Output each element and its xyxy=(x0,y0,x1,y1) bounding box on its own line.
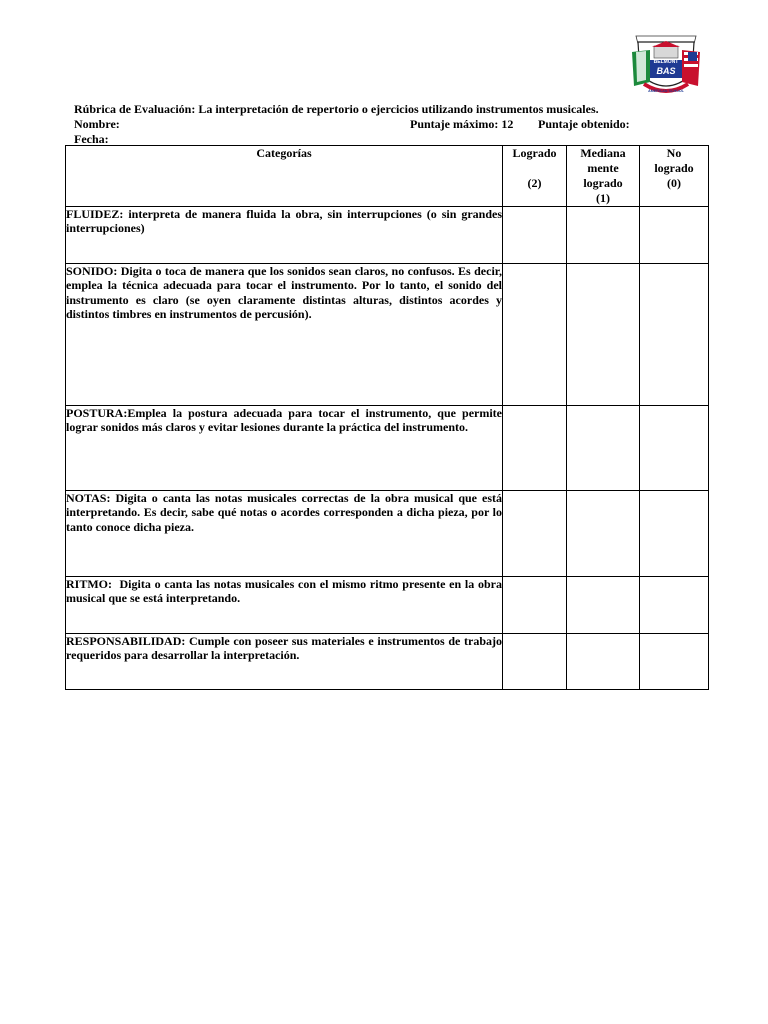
score-cell-logrado[interactable] xyxy=(503,491,567,577)
criterion-text: Emplea la postura adecuada para tocar el instrumento, que permite lograr sonidos más claros y evitar lesiones durante la práctica del instrumento. xyxy=(66,406,502,435)
name-score-line xyxy=(74,117,714,132)
score-cell-no-logrado[interactable] xyxy=(640,264,709,406)
criterion-text: interpreta de manera fluida la obra, sin interrupciones (o sin grandes interrupciones) xyxy=(66,207,502,236)
criterion-name: SONIDO: xyxy=(66,264,118,278)
puntaje-obtenido: Puntaje obtenido: xyxy=(538,117,630,131)
table-row xyxy=(66,207,709,264)
criterion-name: RITMO: xyxy=(66,577,112,591)
title-line xyxy=(74,102,714,117)
logo-top-text: BELMONT xyxy=(653,59,679,65)
score-cell-mediana[interactable] xyxy=(567,207,640,264)
table-row xyxy=(66,406,709,491)
criterion-text: Cumple con poseer sus materiales e instrumentos de trabajo requeridos para desarrollar la interpretación. xyxy=(66,634,502,663)
mediana-header: Mediana mente logrado (1) xyxy=(567,146,640,207)
school-logo xyxy=(628,30,704,100)
criterion-responsabilidad xyxy=(66,634,503,690)
table-row xyxy=(66,634,709,690)
score-cell-logrado[interactable] xyxy=(503,577,567,634)
categorias-header: Categorías xyxy=(66,146,503,207)
score-cell-logrado[interactable] xyxy=(503,207,567,264)
table-row xyxy=(66,264,709,406)
criterion-text: Digita o toca de manera que los sonidos sean claros, no confusos. Es decir, emplea la técnica adecuada para tocar el instrumento. Por lo tanto, el sonido del instrumento es claro (se oyen claramente distintas alturas, distintos acordes y distintos timbres en instrumentos de percusión). xyxy=(66,264,502,321)
criterion-ritmo xyxy=(66,577,503,634)
criterion-fluidez xyxy=(66,207,503,264)
document-header xyxy=(74,102,714,147)
score-cell-no-logrado[interactable] xyxy=(640,634,709,690)
criterion-name: POSTURA: xyxy=(66,406,128,420)
score-cell-logrado[interactable] xyxy=(503,264,567,406)
table-row xyxy=(66,577,709,634)
no-logrado-header: No logrado (0) xyxy=(640,146,709,207)
score-cell-no-logrado[interactable] xyxy=(640,207,709,264)
header-row xyxy=(66,146,709,207)
score-cell-logrado[interactable] xyxy=(503,634,567,690)
score-cell-mediana[interactable] xyxy=(567,491,640,577)
puntaje-maximo: Puntaje máximo: 12 xyxy=(410,117,514,131)
criterion-text: Digita o canta las notas musicales con el mismo ritmo presente en la obra musical que se está interpretando. xyxy=(66,577,502,606)
score-cell-no-logrado[interactable] xyxy=(640,491,709,577)
criterion-name: FLUIDEZ: xyxy=(66,207,124,221)
criterion-postura xyxy=(66,406,503,491)
score-cell-mediana[interactable] xyxy=(567,406,640,491)
score-cell-no-logrado[interactable] xyxy=(640,406,709,491)
rubric-title: Rúbrica de Evaluación: La interpretación de repertorio o ejercicios utilizando instrumentos musicales. xyxy=(74,102,599,116)
logrado-header xyxy=(503,146,567,207)
criterion-name: RESPONSABILIDAD: xyxy=(66,634,186,648)
score-cell-mediana[interactable] xyxy=(567,634,640,690)
criterion-text: Digita o canta las notas musicales correctas de la obra musical que está interpretando. Es decir, sabe qué notas o acordes corresponden a dicha pieza, por lo tanto conoce dicha pieza. xyxy=(66,491,502,534)
logrado-label: Logrado xyxy=(512,146,557,160)
score-cell-mediana[interactable] xyxy=(567,577,640,634)
criterion-name: NOTAS: xyxy=(66,491,111,505)
table-row xyxy=(66,491,709,577)
logrado-score: (2) xyxy=(527,176,542,190)
school-crest-icon xyxy=(628,30,704,100)
score-cell-no-logrado[interactable] xyxy=(640,577,709,634)
logo-arc-text: AMERICAN SCHOOL xyxy=(648,89,684,93)
score-cell-logrado[interactable] xyxy=(503,406,567,491)
criterion-sonido xyxy=(66,264,503,406)
logo-center-text: BAS xyxy=(656,66,676,76)
score-cell-mediana[interactable] xyxy=(567,264,640,406)
fecha-label: Fecha: xyxy=(74,132,109,146)
nombre-label: Nombre: xyxy=(74,117,120,131)
rubric-table xyxy=(65,145,709,690)
criterion-notas xyxy=(66,491,503,577)
